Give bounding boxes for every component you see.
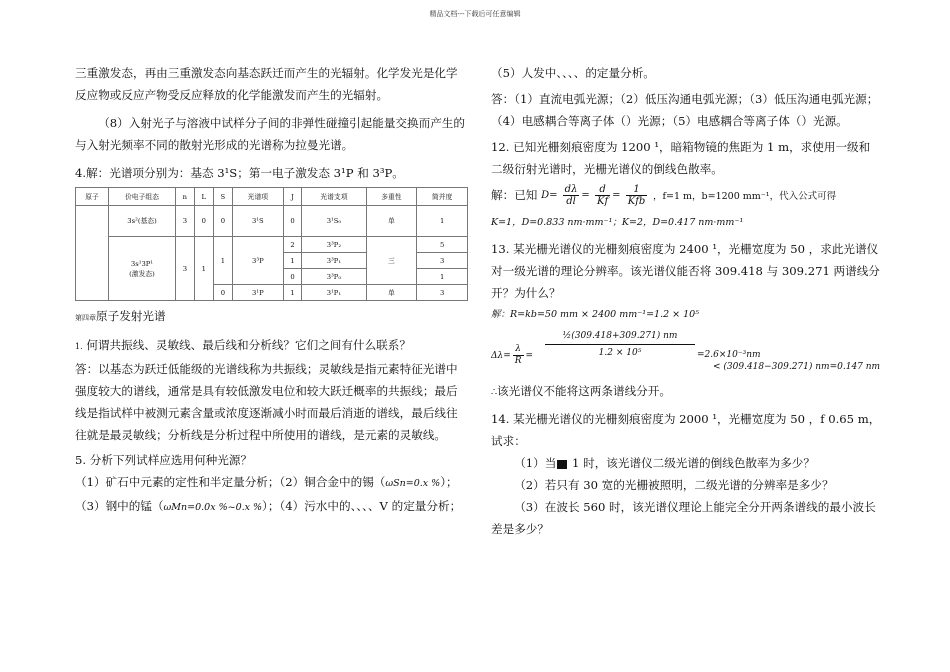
fraction (563, 184, 580, 207)
answer-13-conclusion (491, 380, 881, 404)
cell-term: 3³P (233, 237, 284, 285)
cell-subterm: 3³P₀ (302, 269, 366, 285)
q5-formula-sn: ωSn=0.x % (385, 478, 441, 489)
question-5-items-b (75, 495, 468, 519)
answer-13-resolution: 解：R=kb=50 mm × 2400 mm⁻¹=1.2 × 10⁵ (491, 309, 700, 320)
th-multiplicity: 多重性 (366, 188, 417, 206)
fraction (513, 344, 524, 367)
dispersion-formula: D= $\frac{d\lambda}{dl}$ = $\frac{d}{Kf}$ = $\frac{1}{\text{Kfb}}$ (541, 184, 646, 207)
cell-degeneracy: 1 (417, 269, 468, 285)
answer-5: 答：（1）直流电弧光源；（2）低压沟通电弧光源；（3）低压沟通电弧光源；（4）电感耦合等离子体（）光源；（5）电感耦合等离子体（）光源。 (491, 92, 879, 128)
cell-config: 3s²(基态) (109, 206, 176, 237)
cell-term: 3¹P (233, 285, 284, 301)
fraction-numerator: dλ (564, 184, 578, 195)
cell-J: 1 (283, 253, 302, 269)
question-1-number: 1. (75, 342, 83, 351)
main-fraction-denominator: 1.2 × 10⁵ (598, 348, 642, 358)
question-1 (75, 334, 468, 358)
answer-13-conclusion-text: 该光谱仪不能将这两条谱线分开。 (497, 384, 671, 398)
answer-13-formula (491, 330, 881, 376)
cell-n: 3 (176, 206, 195, 237)
chapter-heading (75, 305, 468, 329)
fraction (595, 184, 610, 207)
q5-text-c: （3）钢中的锰（ (75, 499, 164, 513)
fraction-numerator: 1 (626, 184, 648, 196)
delta-lambda-result: =2.6×10⁻³nm (697, 350, 761, 360)
table-row (76, 206, 468, 237)
question-14: 14. 某光栅光谱仪的光栅刻痕密度为 2000 ¹，光栅宽度为 50 ，f 0.65 m，试求： (491, 412, 881, 448)
cell-subterm: 3³P₁ (302, 253, 366, 269)
th-atom: 原子 (76, 188, 109, 206)
q14-1-text-b: 1 时，该光谱仪二级光谱的倒线色散率为多少？ (568, 456, 815, 470)
cell-term: 3¹S (233, 206, 284, 237)
question-13: 13. 某光栅光谱仪的光栅刻痕密度为 2400 ¹，光栅宽度为 50 ，求此光谱仪对一级光谱的理论分辨率。该光谱仪能否将 309.418 与 309.271 两谱线分开？为什么？ (491, 242, 880, 300)
fraction-bar (545, 344, 695, 345)
th-n: n (176, 188, 195, 206)
cell-L: 1 (194, 237, 213, 301)
answer-12-params: ，f=1 m，b=1200 mm⁻¹，代入公式可得 (652, 191, 837, 202)
cell-subterm: 3³P₂ (302, 237, 366, 253)
paragraph-raman: （8）入射光子与溶液中试样分子间的非弹性碰撞引起能量交换而产生的与入射光频率不同的散射光形成的光谱称为拉曼光谱。 (75, 116, 465, 152)
cell-subterm: 3¹S₀ (302, 206, 366, 237)
cell-J: 0 (283, 206, 302, 237)
question-5-item-5: （5）人发中、、、、的定量分析。 (491, 66, 655, 80)
left-column (75, 62, 468, 519)
answer-12-result: K=1，D=0.833 nm·mm⁻¹；K=2，D=0.417 nm·mm⁻¹ (491, 217, 744, 228)
missing-glyph-icon (557, 460, 567, 469)
cell-J: 0 (283, 269, 302, 285)
cell-config (109, 237, 176, 301)
cell-degeneracy: 3 (417, 253, 468, 269)
th-config: 价电子组态 (109, 188, 176, 206)
question-5: 5. 分析下列试样应选用何种光源？ (75, 453, 253, 467)
delta-lambda-lhs: Δλ= $\frac{\lambda}{R}$ = (491, 344, 534, 366)
excited-label: (激发态) (129, 269, 155, 278)
cell-multiplicity: 单 (366, 206, 417, 237)
cell-J: 1 (283, 285, 302, 301)
th-subterm: 光谱支项 (302, 188, 366, 206)
cell-degeneracy: 5 (417, 237, 468, 253)
cell-degeneracy: 3 (417, 285, 468, 301)
fraction-numerator: λ (513, 344, 524, 356)
main-fraction (545, 330, 695, 359)
fraction-denominator: Kfb (627, 196, 646, 207)
cell-multiplicity: 单 (366, 285, 417, 301)
th-S: S (213, 188, 232, 206)
fraction-denominator: Kf (596, 196, 609, 207)
main-fraction-numerator: ½(309.418+309.271) nm (562, 331, 678, 341)
right-column (491, 62, 881, 540)
question-5-items-a (75, 471, 468, 495)
spectral-term-table (75, 187, 468, 301)
question-14-part-1 (491, 452, 881, 474)
q5-text-a: （1）矿石中元素的定性和半定量分析；（2）铜合金中的锡（ (75, 475, 386, 489)
q5-text-b: ）； (440, 475, 458, 489)
formula-lhs: D= (541, 190, 558, 201)
q5-text-d: ）；（4）污水中的、、、、V 的定量分析； (262, 499, 462, 513)
question-14-part-2: （2）若只有 30 宽的光栅被照明，二级光谱的分辨率是多少？ (514, 478, 834, 492)
therefore-icon: ∴ (491, 387, 498, 398)
q5-formula-mn: ωMn=0.0x %~0.x % (163, 502, 263, 513)
delta-lambda-label: Δλ= (491, 351, 511, 361)
fraction (626, 184, 648, 207)
cell-multiplicity: 三 (366, 237, 417, 285)
cell-subterm: 3¹P₁ (302, 285, 366, 301)
chapter-title: 原子发射光谱 (96, 309, 166, 323)
cell-degeneracy: 1 (417, 206, 468, 237)
table-header-row (76, 188, 468, 206)
question-14-part-3: （3）在波长 560 时，该光谱仪理论上能完全分开两条谱线的最小波长差是多少？ (491, 500, 876, 536)
chapter-label: 第四章 (75, 314, 96, 322)
question-12: 12. 已知光栅刻痕密度为 1200 ¹，暗箱物镜的焦距为 1 m，求使用一级和二级衍射光谱时，光栅光谱仪的倒线色散率。 (491, 140, 871, 176)
answer-1: 答：以基态为跃迁低能级的光谱线称为共振线；灵敏线是指元素特征光谱中强度较大的谱线，通常是具有较低激发电位和较大跃迁概率的共振线；最后线是指试样中被测元素含量或浓度逐渐减小时而最后消逝的谱线，最后线往往就是最灵敏线；分析线是分析过程中所使用的谱线，是元素的灵敏线。 (75, 362, 458, 442)
fraction-denominator: dl (566, 196, 576, 207)
cell-J: 2 (283, 237, 302, 253)
th-J: J (283, 188, 302, 206)
paragraph-chemiluminescence: 三重激发态，再由三重激发态向基态跃迁而产生的光辐射。化学发光是化学反应物或反应产物受反应释放的化学能激发而产生的光辐射。 (75, 66, 458, 102)
fraction-numerator: d (595, 184, 610, 196)
cell-n: 3 (176, 237, 195, 301)
fraction-denominator: R (514, 356, 522, 366)
question-1-text: 何谓共振线、灵敏线、最后线和分析线？它们之间有什么联系？ (86, 338, 411, 352)
table-row (76, 237, 468, 253)
answer-12-prefix: 解：已知 (491, 188, 538, 202)
delta-lambda-comparison: < (309.418−309.271) nm=0.147 nm (713, 362, 881, 372)
answer-4-intro: 4.解：光谱项分别为：基态 3¹S；第一电子激发态 3¹P 和 3³P。 (75, 166, 404, 180)
cell-S: 1 (213, 237, 232, 285)
th-term: 光谱项 (233, 188, 284, 206)
cell-L: 0 (194, 206, 213, 237)
answer-12 (491, 180, 881, 212)
cell-S: 0 (213, 206, 232, 237)
cell-S: 0 (213, 285, 232, 301)
page-header: 精品文档---下载后可任意编辑 (429, 10, 521, 18)
th-L: L (194, 188, 213, 206)
q14-1-text-a: （1）当 (514, 456, 557, 470)
th-degeneracy: 简并度 (417, 188, 468, 206)
cell-atom (76, 206, 109, 301)
excited-config: 3s¹3P¹ (130, 259, 154, 268)
